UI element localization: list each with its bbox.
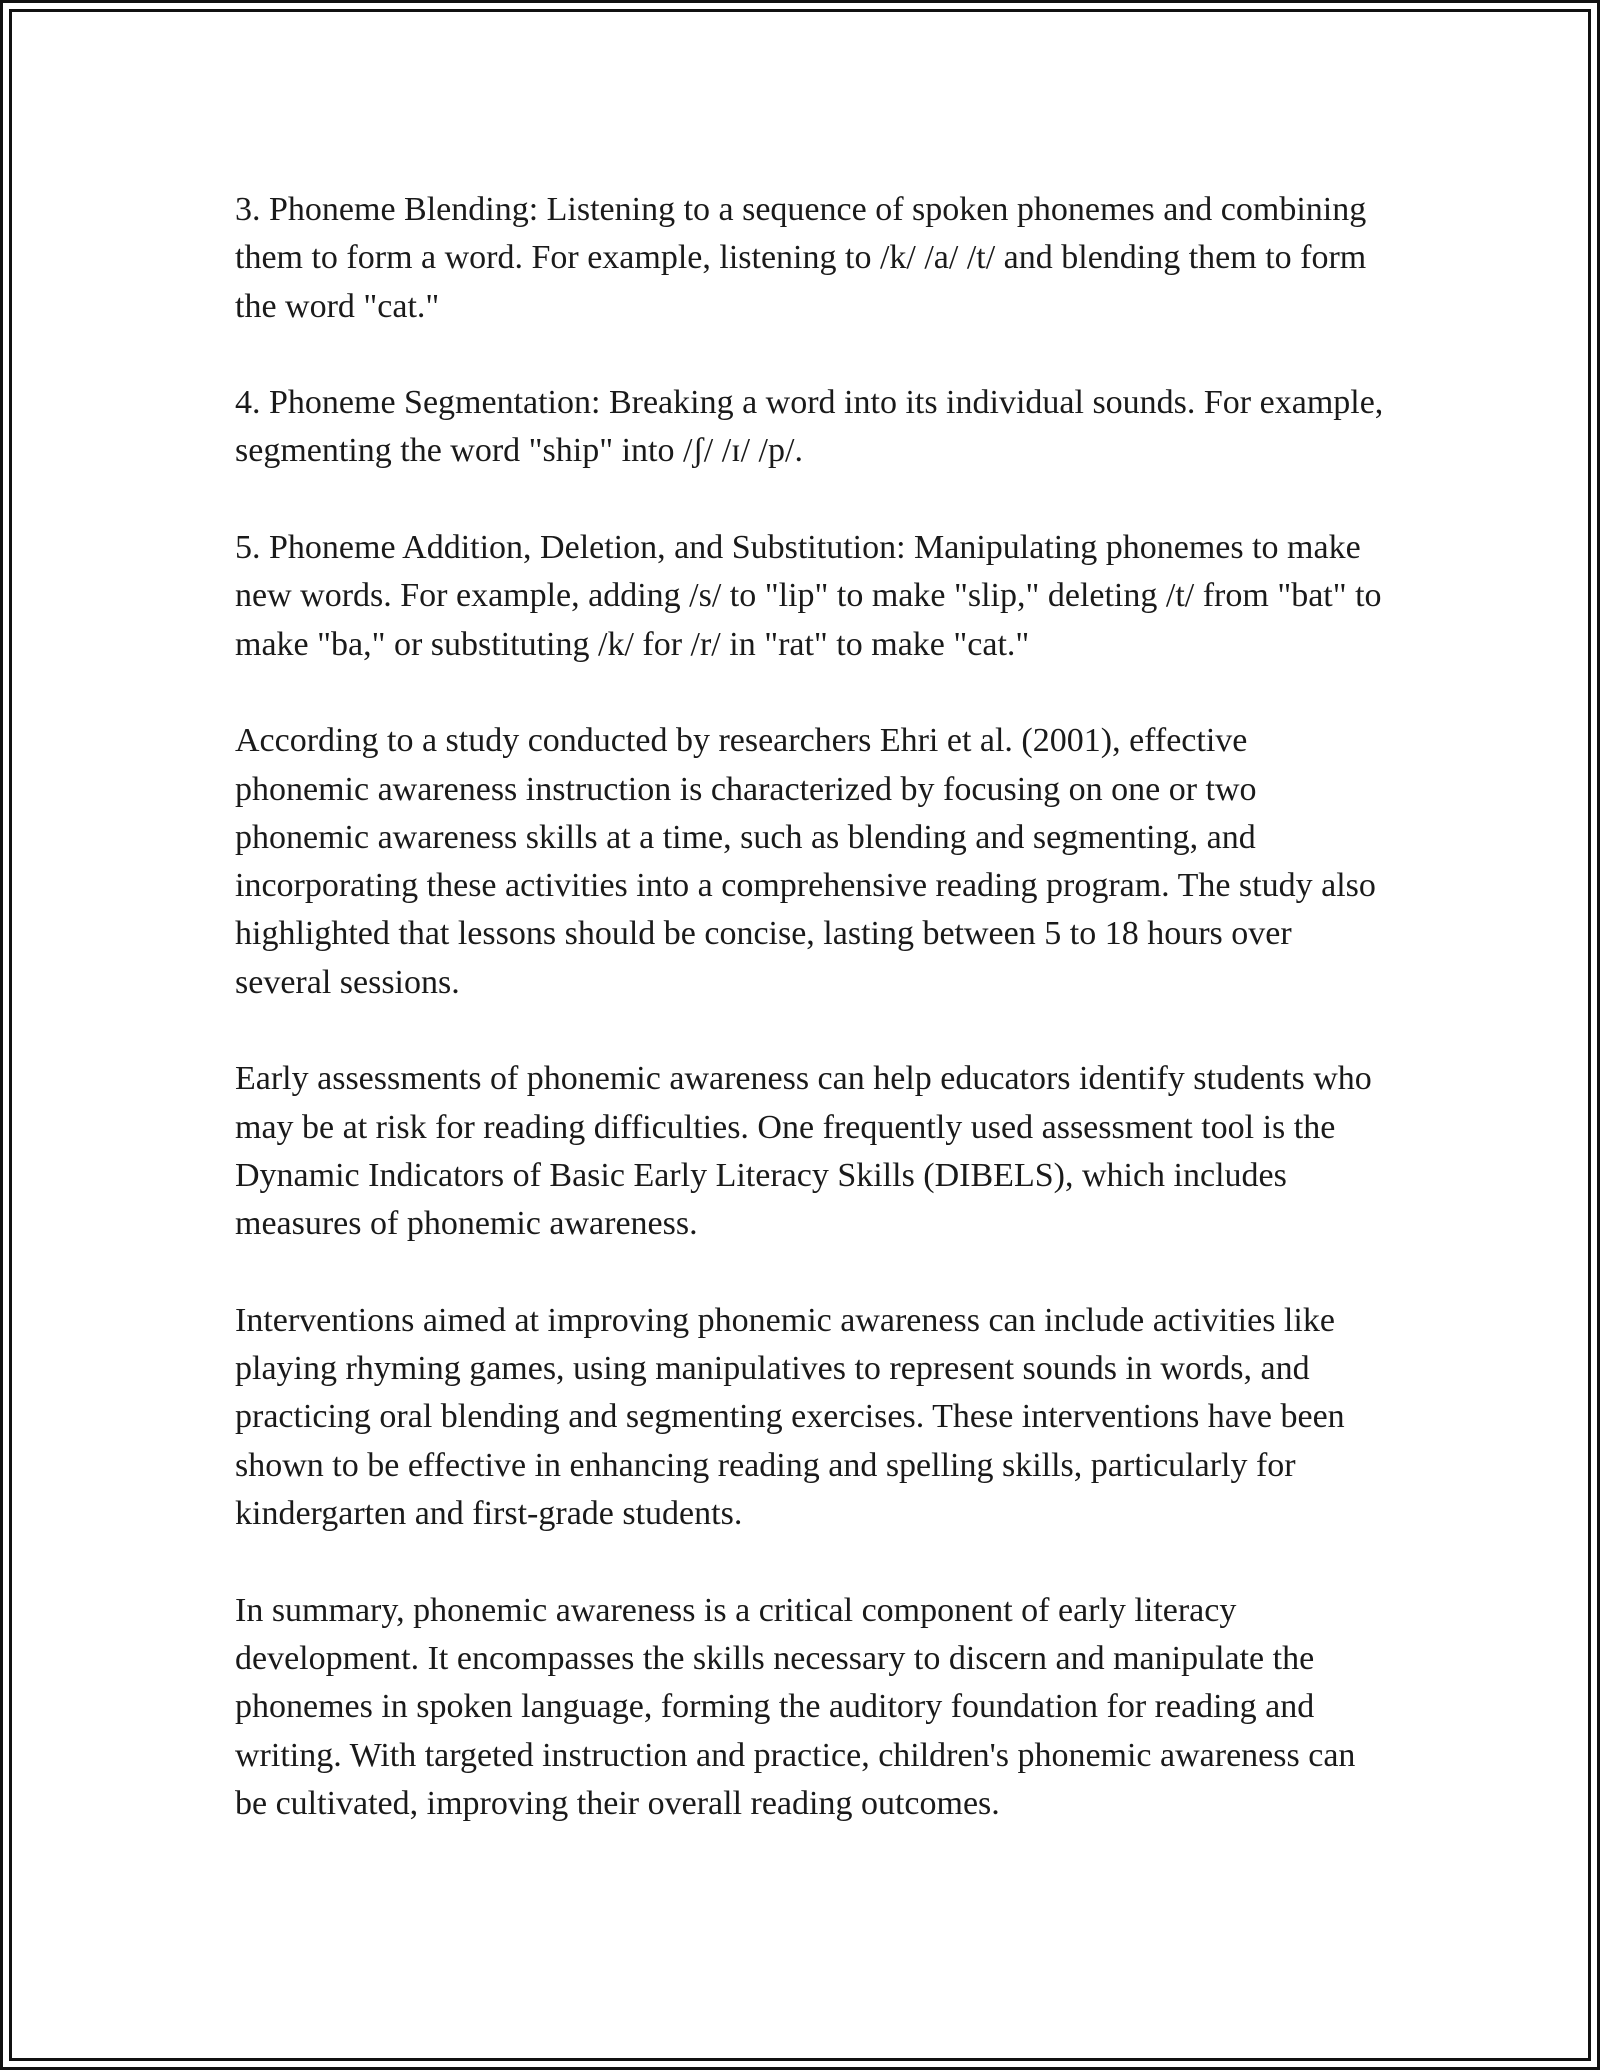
paragraph-ehri-study: According to a study conducted by researchers Ehri et al. (2001), effective phonemic awareness instruction is characterized by focusing on one or two phonemic awareness skills at a time, such as blending and segmenting, and incorporating these activities into a comprehensive reading program. The study also highlighted that lessons should be concise, lasting between 5 to 18 hours over several sessions. <box>235 722 1376 1001</box>
paragraph-interventions: Interventions aimed at improving phonemic awareness can include activities like playing rhyming games, using manipulatives to represent sounds in words, and practicing oral blending and segmenting exercises. These interventions have been shown to be effective in enhancing reading and spelling skills, particularly for kindergarten and first-grade students. <box>235 1301 1345 1533</box>
paragraph-phoneme-blending: 3. Phoneme Blending: Listening to a sequence of spoken phonemes and combining them to form a word. For example, listening to /k/ /a/ /t/ and blending them to form the word "cat." <box>235 191 1367 325</box>
paragraph-summary: In summary, phonemic awareness is a critical component of early literacy development. It encompasses the skills necessary to discern and manipulate the phonemes in spoken language, forming the auditory foundation for reading and writing. With targeted instruction and practice, children's phonemic awareness can be cultivated, improving their overall reading outcomes. <box>235 1591 1356 1822</box>
paragraph-phoneme-segmentation: 4. Phoneme Segmentation: Breaking a word into its individual sounds. For example, segmenting the word "ship" into /ʃ/ /ɪ/ /p/. <box>235 384 1384 470</box>
paragraph-phoneme-manipulation: 5. Phoneme Addition, Deletion, and Substitution: Manipulating phonemes to make new words. For example, adding /s/ to "lip" to make "slip," deleting /t/ from "bat" to make "ba," or substituting /k/ for /r/ in "rat" to make "cat." <box>235 529 1382 663</box>
document-body <box>235 186 1385 1828</box>
paragraph-early-assessments: Early assessments of phonemic awareness can help educators identify students who may be at risk for reading difficulties. One frequently used assessment tool is the Dynamic Indicators of Basic Early Literacy Skills (DIBELS), which includes measures of phonemic awareness. <box>235 1060 1372 1243</box>
